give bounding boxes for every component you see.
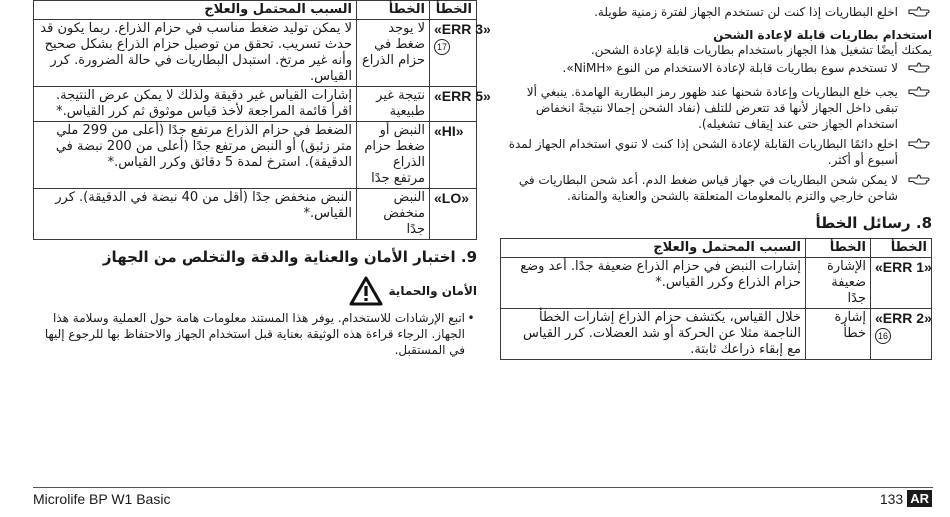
error-table xyxy=(500,238,932,360)
table-header-row xyxy=(34,1,477,20)
figure-ref: 17 xyxy=(434,39,450,55)
list-item xyxy=(500,84,932,132)
header-cause: السبب المحتمل والعلاج xyxy=(501,239,806,258)
figure-ref: 16 xyxy=(875,328,891,344)
error-code: «ERR 2» xyxy=(875,310,932,326)
header-error-desc: الخطأ xyxy=(806,239,871,258)
table-row xyxy=(34,87,477,122)
error-desc: لا يوجد ضغط في حزام الذراع xyxy=(357,20,430,87)
safety-text: اتبع الإرشادات للاستخدام. يوفر هذا المستند معلومات هامة حول العملية وسلامة هذا الجهاز. الرجاء قراءة هذه الوثيقة بعناية قبل استخدام الجهاز والاحتفاظ بها للرجوع إليها في المستقبل. xyxy=(44,311,465,357)
error-code: «ERR 1» xyxy=(875,259,932,275)
list-item xyxy=(500,60,932,76)
table-header-row xyxy=(501,239,932,258)
list-item xyxy=(500,4,932,20)
error-desc: نتيجة غير طبيعية xyxy=(357,87,430,122)
table-row xyxy=(501,309,932,360)
pointing-hand-icon xyxy=(906,84,932,100)
error-code: «ERR 3» xyxy=(434,21,491,37)
rechargeable-intro: يمكنك أيضًا تشغيل هذا الجهاز باستخدام بطاريات قابلة لإعادة الشحن. xyxy=(590,43,932,57)
page-number: 133 xyxy=(879,490,904,507)
bullet-text: اخلع دائمًا البطاريات القابلة لإعادة الشحن إذا كنت لا تنوي استخدام الجهاز لمدة أسبوع أو أكثر. xyxy=(508,137,898,167)
error-code-cell xyxy=(871,309,932,360)
error-code-cell xyxy=(430,122,477,189)
bullet-text: يجب خلع البطاريات وإعادة شحنها عند ظهور رمز البطارية الهامدة. ينبغي ألا تبقى داخل الجهاز لأنها قد تتعرض للتلف (نفاد الشحن إجمالا نتيجةً انخفاض استخدام الجهاز حتى عند إيقاف تشغيله). xyxy=(526,85,898,131)
table-row xyxy=(34,122,477,189)
left-column xyxy=(33,0,491,358)
error-code: «ERR 5» xyxy=(434,88,491,104)
bullet-text: لا تستخدم سوع بطاريات قابلة لإعادة الاستخدام من النوع «NiMH». xyxy=(562,61,898,75)
language-badge: AR xyxy=(907,490,932,507)
safety-title: الأمان والحماية xyxy=(388,284,477,298)
error-desc: النبض أو ضغط حزام الذراع مرتفع جدًا xyxy=(357,122,430,189)
error-cause: إشارات القياس غير دقيقة ولذلك لا يمكن عرض النتيجة. اقرأ قائمة المراجعة لأخذ قياس موثوق ثم كرر القياس.* xyxy=(34,87,357,122)
section-8-title: 8. رسائل الخطأ xyxy=(815,214,932,232)
list-item xyxy=(500,136,932,168)
error-code-cell xyxy=(430,189,477,240)
error-code: «HI» xyxy=(434,123,464,139)
header-error-desc: الخطأ xyxy=(357,1,430,20)
error-cause: لا يمكن توليد ضغط مناسب في حزام الذراع. ربما يكون قد حدث تسريب. تحقق من توصيل حزام الذراع بشكل صحيح وأنه غير مرتخ. استبدل البطاريات في حالة الضرورة. كرر القياس. xyxy=(34,20,357,87)
section-9-title: 9. اختبار الأمان والعناية والدقة والتخلص من الجهاز xyxy=(102,248,477,266)
error-code-cell xyxy=(430,20,491,87)
header-cause: السبب المحتمل والعلاج xyxy=(34,1,357,20)
error-cause: النبض منخفض جدًا (أقل من 40 نبضة في الدقيقة). كرر القياس.* xyxy=(34,189,357,240)
error-desc: النبض منخفض جدًا xyxy=(357,189,430,240)
error-cause: الضغط في حزام الذراع مرتفع جدًا (أعلى من 299 ملي متر زئبق) أو النبض مرتفع جدًا (أعلى من 200 نبضة في الدقيقة). استرخ لمدة 5 دقائق وكرر القياس.* xyxy=(34,122,357,189)
error-desc: الإشارة ضعيفة جدًا xyxy=(806,258,871,309)
error-code-cell xyxy=(871,258,932,309)
rechargeable-title: استخدام بطاريات قابلة لإعادة الشحن xyxy=(713,28,932,42)
warning-triangle-icon xyxy=(349,276,383,306)
pointing-hand-icon xyxy=(906,136,932,152)
error-cause: إشارات النبض في حزام الذراع ضعيفة جدًا. أعد وضع حزام الذراع وكرر القياس.* xyxy=(501,258,806,309)
safety-heading xyxy=(33,276,477,306)
bullet-dot: • xyxy=(467,311,475,325)
pointing-hand-icon xyxy=(906,172,932,188)
pointing-hand-icon xyxy=(906,4,932,20)
brand-label: Microlife BP W1 Basic xyxy=(33,491,171,507)
error-table-continued xyxy=(33,0,491,240)
error-code: «LO» xyxy=(434,190,470,206)
table-row xyxy=(34,189,477,240)
right-column xyxy=(500,0,932,360)
page-footer xyxy=(0,487,950,511)
pointing-hand-icon xyxy=(906,60,932,76)
footer-divider xyxy=(33,487,933,488)
battery-removal-text: اخلع البطاريات إذا كنت لن تستخدم الجهاز لفترة زمنية طويلة. xyxy=(594,5,898,19)
table-row xyxy=(34,20,477,87)
header-error-code: الخطأ xyxy=(871,239,932,258)
error-code-cell xyxy=(430,87,491,122)
error-desc: إشارة خطأ xyxy=(806,309,871,360)
table-row xyxy=(501,258,932,309)
list-item xyxy=(500,172,932,204)
page-number-group xyxy=(880,490,932,507)
bullet-text: لا يمكن شحن البطاريات في جهاز قياس ضغط الدم. أعد شحن البطاريات في شاحن خارجي والتزم بالمعلومات المتعلقة بالشحن والعناية والمتانة. xyxy=(518,173,898,203)
error-cause: خلال القياس، يكتشف حزام الذراع إشارات الخطأ الناجمة مثلا عن الحركة أو شد العضلات. كرر القياس مع إبقاء ذراعك ثابتة. xyxy=(501,309,806,360)
list-item xyxy=(33,310,477,358)
header-error-code: الخطأ xyxy=(430,1,477,20)
